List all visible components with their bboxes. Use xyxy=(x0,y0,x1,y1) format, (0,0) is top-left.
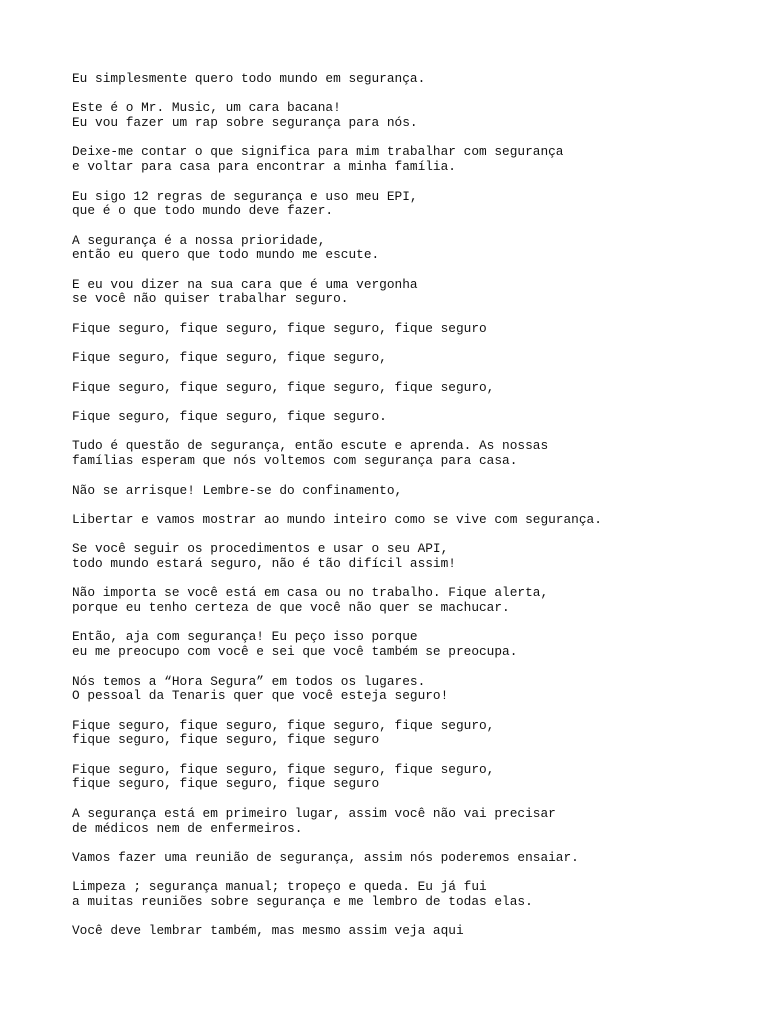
stanza xyxy=(72,484,752,499)
stanza xyxy=(72,234,752,263)
text-line: E eu vou dizer na sua cara que é uma vergonha xyxy=(72,276,418,292)
text-line: a muitas reuniões sobre segurança e me lembro de todas elas. xyxy=(72,894,533,910)
stanza xyxy=(72,542,752,571)
text-line: de médicos nem de enfermeiros. xyxy=(72,820,303,836)
text-line: se você não quiser trabalhar seguro. xyxy=(72,291,349,307)
text-line: Eu simplesmente quero todo mundo em segurança. xyxy=(72,71,426,86)
stanza xyxy=(72,439,752,468)
stanza xyxy=(72,278,752,307)
stanza xyxy=(72,72,752,87)
text-line: Não se arrisque! Lembre-se do confinamento, xyxy=(72,482,403,498)
text-line: Não importa se você está em casa ou no trabalho. Fique alerta, xyxy=(72,585,549,601)
text-line: Fique seguro, fique seguro, fique seguro, fique seguro, xyxy=(72,761,495,777)
stanza xyxy=(72,351,752,366)
document-page xyxy=(72,72,752,954)
stanza xyxy=(72,630,752,659)
stanza xyxy=(72,513,752,528)
text-line: que é o que todo mundo deve fazer. xyxy=(72,203,334,219)
stanza xyxy=(72,924,752,939)
stanza xyxy=(72,880,752,909)
text-line: Fique seguro, fique seguro, fique seguro, fique seguro, xyxy=(72,379,495,395)
stanza xyxy=(72,322,752,337)
stanza xyxy=(72,381,752,396)
text-line: Vamos fazer uma reunião de segurança, assim nós poderemos ensaiar. xyxy=(72,849,579,865)
stanza xyxy=(72,145,752,174)
text-line: Este é o Mr. Music, um cara bacana! xyxy=(72,100,341,116)
text-line: Limpeza ; segurança manual; tropeço e queda. Eu já fui xyxy=(72,879,487,895)
text-line: Eu sigo 12 regras de segurança e uso meu EPI, xyxy=(72,188,418,204)
text-line: fique seguro, fique seguro, fique seguro xyxy=(72,776,380,792)
text-line: O pessoal da Tenaris quer que você esteja seguro! xyxy=(72,688,449,704)
text-line: todo mundo estará seguro, não é tão difícil assim! xyxy=(72,556,456,571)
text-line: Fique seguro, fique seguro, fique seguro. xyxy=(72,409,387,425)
stanza xyxy=(72,719,752,748)
stanza xyxy=(72,675,752,704)
text-line: Tudo é questão de segurança, então escute e aprenda. As nossas xyxy=(72,438,549,454)
text-line: Fique seguro, fique seguro, fique seguro, fique seguro xyxy=(72,320,487,336)
text-line: Deixe-me contar o que significa para mim trabalhar com segurança xyxy=(72,144,564,160)
text-line: Se você seguir os procedimentos e usar o seu API, xyxy=(72,541,449,557)
text-line: A segurança está em primeiro lugar, assim você não vai precisar xyxy=(72,805,556,821)
stanza xyxy=(72,410,752,425)
stanza xyxy=(72,851,752,866)
text-line: Libertar e vamos mostrar ao mundo inteiro como se vive com segurança. xyxy=(72,511,602,527)
text-line: porque eu tenho certeza de que você não quer se machucar. xyxy=(72,600,510,616)
text-line: Eu vou fazer um rap sobre segurança para nós. xyxy=(72,115,418,131)
stanza xyxy=(72,101,752,130)
text-line: Você deve lembrar também, mas mesmo assim veja aqui xyxy=(72,923,464,939)
text-line: Fique seguro, fique seguro, fique seguro, fique seguro, xyxy=(72,717,495,733)
stanza xyxy=(72,763,752,792)
stanza xyxy=(72,586,752,615)
text-line: famílias esperam que nós voltemos com segurança para casa. xyxy=(72,453,518,469)
text-line: Então, aja com segurança! Eu peço isso porque xyxy=(72,629,418,645)
text-line: Nós temos a “Hora Segura” em todos os lugares. xyxy=(72,673,426,689)
stanza xyxy=(72,807,752,836)
text-line: A segurança é a nossa prioridade, xyxy=(72,232,326,248)
text-line: eu me preocupo com você e sei que você também se preocupa. xyxy=(72,644,518,660)
stanza xyxy=(72,190,752,219)
text-line: fique seguro, fique seguro, fique seguro xyxy=(72,732,380,748)
text-line: então eu quero que todo mundo me escute. xyxy=(72,247,380,263)
text-line: Fique seguro, fique seguro, fique seguro, xyxy=(72,350,387,366)
text-line: e voltar para casa para encontrar a minha família. xyxy=(72,159,456,175)
